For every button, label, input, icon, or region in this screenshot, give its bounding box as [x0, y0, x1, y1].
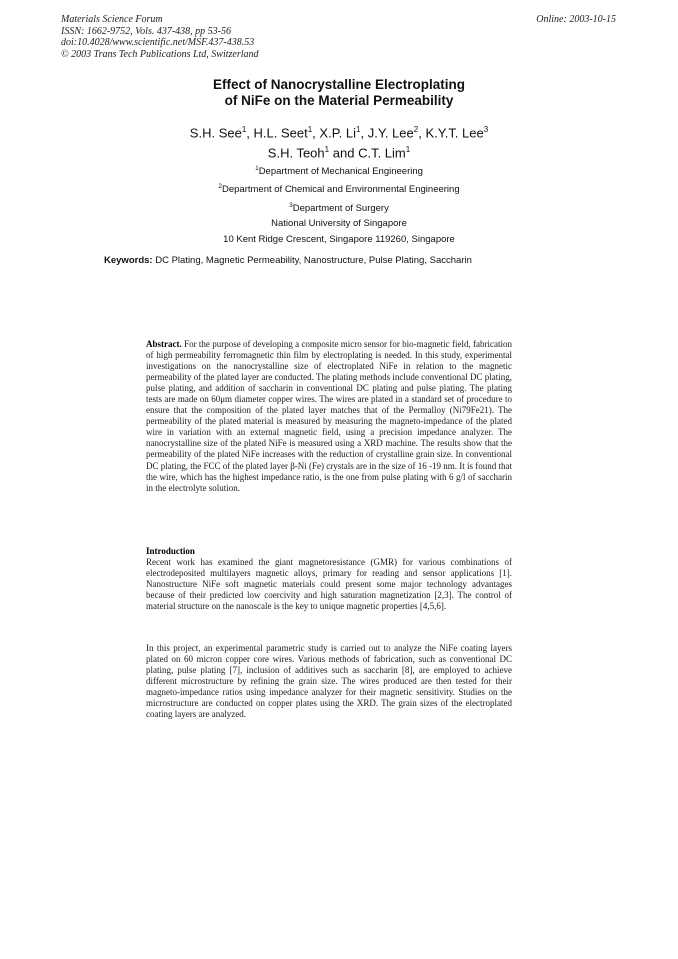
- affil-sup: 2: [218, 183, 222, 191]
- affil-text: Department of Surgery: [292, 203, 389, 215]
- author: J.Y. Lee: [367, 125, 414, 141]
- author: X.P. Li: [319, 125, 357, 141]
- author-affil-sup: 1: [241, 125, 247, 134]
- abstract-label: Abstract.: [146, 339, 182, 349]
- keywords-text: DC Plating, Magnetic Permeability, Nanostructure, Pulse Plating, Saccharin: [155, 255, 472, 266]
- introduction-section: [146, 546, 512, 612]
- author-affil-sup: 1: [307, 125, 313, 134]
- affil-text: Department of Mechanical Engineering: [258, 166, 423, 178]
- keywords-label: Keywords:: [104, 255, 153, 266]
- affil-sup: 3: [289, 201, 293, 209]
- issn-line: ISSN: 1662-9752, Vols. 437-438, pp 53-56: [61, 25, 231, 37]
- title-line-1: Effect of Nanocrystalline Electroplating: [212, 77, 466, 92]
- author-affil-sup: 2: [413, 125, 419, 134]
- author-affil-sup: 1: [324, 145, 330, 155]
- author: K.Y.T. Lee: [425, 125, 484, 141]
- author: S.H. Teoh: [267, 145, 325, 161]
- affiliation-1: [0, 161, 678, 179]
- university: National University of Singapore: [271, 218, 407, 230]
- online-date: Online: 2003-10-15: [536, 14, 616, 25]
- author-list: [0, 121, 678, 162]
- affiliation-3: [0, 198, 678, 216]
- paragraph: In this project, an experimental parametric study is carried out to analyze the NiFe coating layers plated on 60 micron copper core wires. Various methods of fabrication, such as conventional DC plating, pulse plating [7], inclusion of additives such as saccharin [8], are employed to achieve different microstructure by refining the grain size. The wires produced are then tested for their magneto-impedance ratios using impedance analyzer for their magnetic sensitivity. Studies on the microstructure are conducted on copper plates using the XRD. The grain sizes of the electroplated coating layers are analyzed.: [146, 643, 512, 720]
- keywords: [104, 255, 472, 266]
- author-affil-sup: 1: [405, 145, 411, 155]
- title-line-2: of NiFe on the Material Permeability: [224, 93, 454, 108]
- paper-title: [0, 77, 678, 109]
- address: 10 Kent Ridge Crescent, Singapore 119260, Singapore: [223, 233, 455, 245]
- journal-name: Materials Science Forum: [61, 14, 163, 25]
- affil-sup: 1: [255, 165, 259, 172]
- author-affil-sup: 3: [483, 125, 489, 134]
- journal-header: [61, 14, 259, 60]
- copyright-line: © 2003 Trans Tech Publications Ltd, Switzerland: [61, 48, 259, 60]
- author-line-2: [0, 141, 678, 161]
- introduction-paragraph-2: [146, 643, 512, 720]
- author: C.T. Lim: [358, 145, 406, 161]
- author-affil-sup: 1: [356, 125, 361, 134]
- abstract: [146, 339, 512, 494]
- author: H.L. Seet: [253, 125, 308, 141]
- author: S.H. See: [189, 125, 242, 141]
- affil-text: Department of Chemical and Environmental Engineering: [221, 184, 460, 196]
- section-heading: Introduction: [146, 546, 195, 556]
- abstract-text: For the purpose of developing a composite micro sensor for bio-magnetic field, fabrication of high permeability ferromagnetic thin film by electroplating is needed. In this study, experimental investigations on the nanocrystalline size of electroplated NiFe in relation to the magnetic permeability of the plated layer are conducted. The plating methods include conventional DC plating, pulse plating, and addition of saccharin in conventional DC plating and pulse plating. The plating tests are made on 60μm diameter copper wires. The wires are plated in a standard set of procedure to ensure that the composition of the plated layer matches that of the Permalloy (Ni79Fe21). The permeability of the plated material is measured by measuring the magneto-impedance of the plated wire in variation with an external magnetic field, using a precision impedance analyzer. The nanocrystalline size of the plated NiFe is measured using a XRD machine. The results show that the permeability of the plated NiFe increases with the reduction of crystalline grain size. In conventional DC plating, the FCC of the plated layer β-Ni (Fe) crystals are in the size of 16 -19 nm. It is found that the wire, which has the highest impedance ratio, is the one from pulse plating with 6 g/l of saccharin in the electrolyte solution.: [146, 339, 513, 493]
- author-and: and: [332, 145, 355, 161]
- affiliation-2: [0, 179, 678, 197]
- doi-line: doi:10.4028/www.scientific.net/MSF.437-438.53: [61, 37, 255, 48]
- affiliations: [0, 161, 678, 247]
- paragraph: Recent work has examined the giant magnetoresistance (GMR) for various combinations of electrodeposited multilayers magnetic alloys, primary for reading and sensor applications [1]. Nanostructure NiFe soft magnetic materials could present some major technology advantages because of their predicted low coercivity and high saturation magnetization [2,3]. The control of material structure on the nanoscale is the key to unique magnetic properties [4,5,6].: [146, 557, 512, 612]
- author-line-1: S.H. See$^1$, H.L. Seet$^1$, X.P. Li$^1$, J.Y. Lee$^2$, K.Y.T. Lee$^3$: [189, 125, 489, 141]
